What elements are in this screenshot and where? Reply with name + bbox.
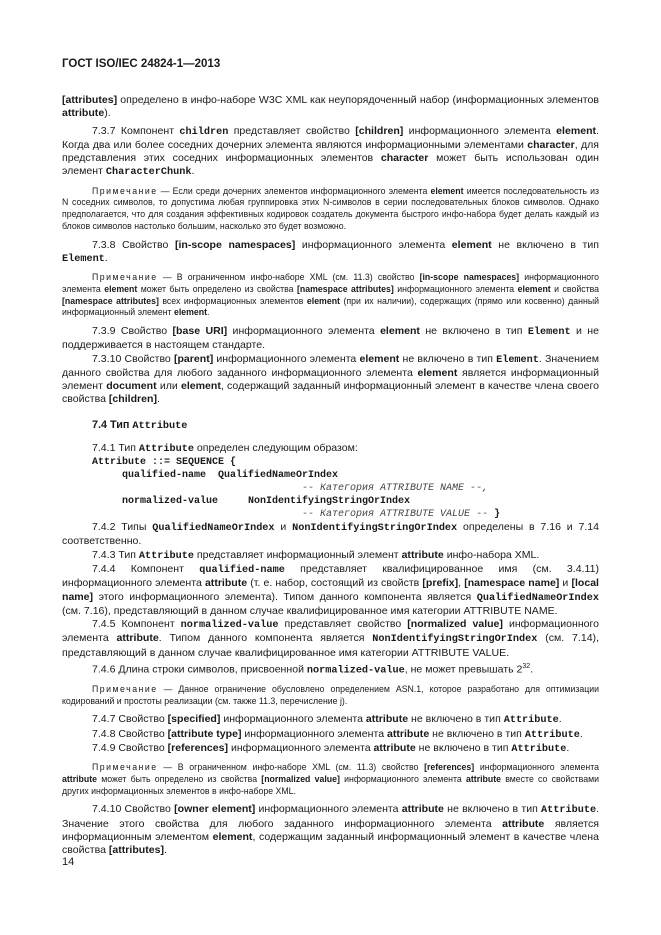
paragraph-7-4-9: 7.4.9 Свойство [references] информационного элемента attribute не включено в тип Attribute.	[92, 741, 570, 755]
paragraph-7-4-3: 7.4.3 Тип Attribute представляет информационный элемент attribute инфо-набора XML.	[92, 548, 540, 562]
note-character-chunks: Примечание — Если среди дочерних элементов информационного элемента element имеется последовательность из N соседних символов, то допустима любая группировка этих N-символов в серии последовательных блоков символов. Однако предполагается, что для создания эффективных кодировок создатель документа быстрого инфо-набора будет делать каждый из блоков символов настолько большим, насколько это будет возможно.	[62, 185, 599, 231]
paragraph-7-4-8: 7.4.8 Свойство [attribute type] информационного элемента attribute не включено в тип Attribute.	[92, 727, 583, 741]
note-in-scope-namespaces: Примечание — В ограниченном инфо-наборе XML (см. 11.3) свойство [in-scope namespaces] информационного элемента element может быть определено из свойства [namespace attributes] информационного элемента element и свойства [namespace attributes] всех информационных элементов element (при их наличии), содержащих (прямо или косвенно) данный информационный элемент element.	[62, 272, 599, 318]
page-number: 14	[62, 856, 75, 868]
paragraph-7-4-1: 7.4.1 Тип Attribute определен следующим образом:	[92, 441, 358, 455]
paragraph-7-3-9: 7.3.9 Свойство [base URI] информационного элемента element не включено в тип Element и не поддерживается в настоящем стандарте.	[62, 325, 599, 352]
paragraph-7-4-6: 7.4.6 Длина строки символов, присвоенной normalized-value, не может превышать $2^{32}$.	[92, 663, 534, 677]
paragraph-attributes-intro: [attributes] определено в инфо-наборе W3C XML как неупорядоченный набор (информационных элементов attribute).	[62, 94, 599, 120]
note-references: Примечание — В ограниченном инфо-наборе XML (см. 11.3) свойство [references] информационного элемента attribute может быть определено из свойства [normalized value] информационного элемента attribute вместе со свойствами других информационных элементов в инфо-наборе XML.	[62, 762, 599, 796]
paragraph-7-3-8: 7.3.8 Свойство [in-scope namespaces] информационного элемента element не включено в тип Element.	[62, 238, 599, 265]
note-asn1-constraint: Примечание — Данное ограничение обусловлено определением ASN.1, которое разработано для оптимизации кодирований и простоты реализации (см. также 11.3, перечисление j).	[62, 683, 599, 706]
paragraph-7-4-2: 7.4.2 Типы QualifiedNameOrIndex и NonIdentifyingStringOrIndex определены в 7.16 и 7.14 соответственно.	[62, 521, 599, 548]
paragraph-7-4-7: 7.4.7 Свойство [specified] информационного элемента attribute не включено в тип Attribute.	[92, 713, 562, 727]
paragraph-7-4-5: 7.4.5 Компонент normalized-value представляет свойство [normalized value] информационного элемента attribute. Типом данного компонента является NonIdentifyingStringOrIndex (см. 7.14), представляющий в данном случае квалифицированное имя категории ATTRIBUTE VALUE.	[62, 618, 600, 659]
asn1-code-block: Attribute ::= SEQUENCE { qualified-name QualifiedNameOrIndex -- Категория ATTRIBUTE NAME --, normalized-value NonIdentifyingStringOrIndex -- Категория ATTRIBUTE VALUE -- }	[92, 457, 501, 521]
section-heading-7-4: 7.4 Тип Attribute	[92, 418, 188, 432]
paragraph-7-3-7: 7.3.7 Компонент children представляет свойство [children] информационного элемента element. Когда два или более соседних дочерних элемента являются информационными элементами character, для представления этих соседних информационных элементов character может быть использован один элемент CharacterChunk.	[62, 124, 599, 179]
paragraph-7-4-10: 7.4.10 Свойство [owner element] информационного элемента attribute не включено в тип Attribute. Значение этого свойства для любого заданного информационного элемента attribute является информационным элементом element, содержащим заданный информационный элемент в качестве члена свойства [attributes].	[62, 803, 600, 857]
paragraph-7-4-4: 7.4.4 Компонент qualified-name представляет квалифицированное имя (см. 3.4.11) информационного элемента attribute (т. е. набор, состоящий из свойств [prefix], [namespace name] и [local name] этого информационного элемента). Типом данного компонента является QualifiedNameOrIndex (см. 7.16), представляющий в данном случае квалифицированное имя категории ATTRIBUTE NAME.	[62, 562, 599, 617]
document-header: ГОСТ ISO/IEC 24824-1—2013	[62, 58, 221, 70]
paragraph-7-3-10: 7.3.10 Свойство [parent] информационного элемента element не включено в тип Element. Значением данного свойства для любого заданного информационного элемента element является информационный элемент document или element, содержащий заданный информационный элемент в качестве члена своего свойства [children].	[62, 352, 600, 406]
page-body	[62, 94, 599, 857]
